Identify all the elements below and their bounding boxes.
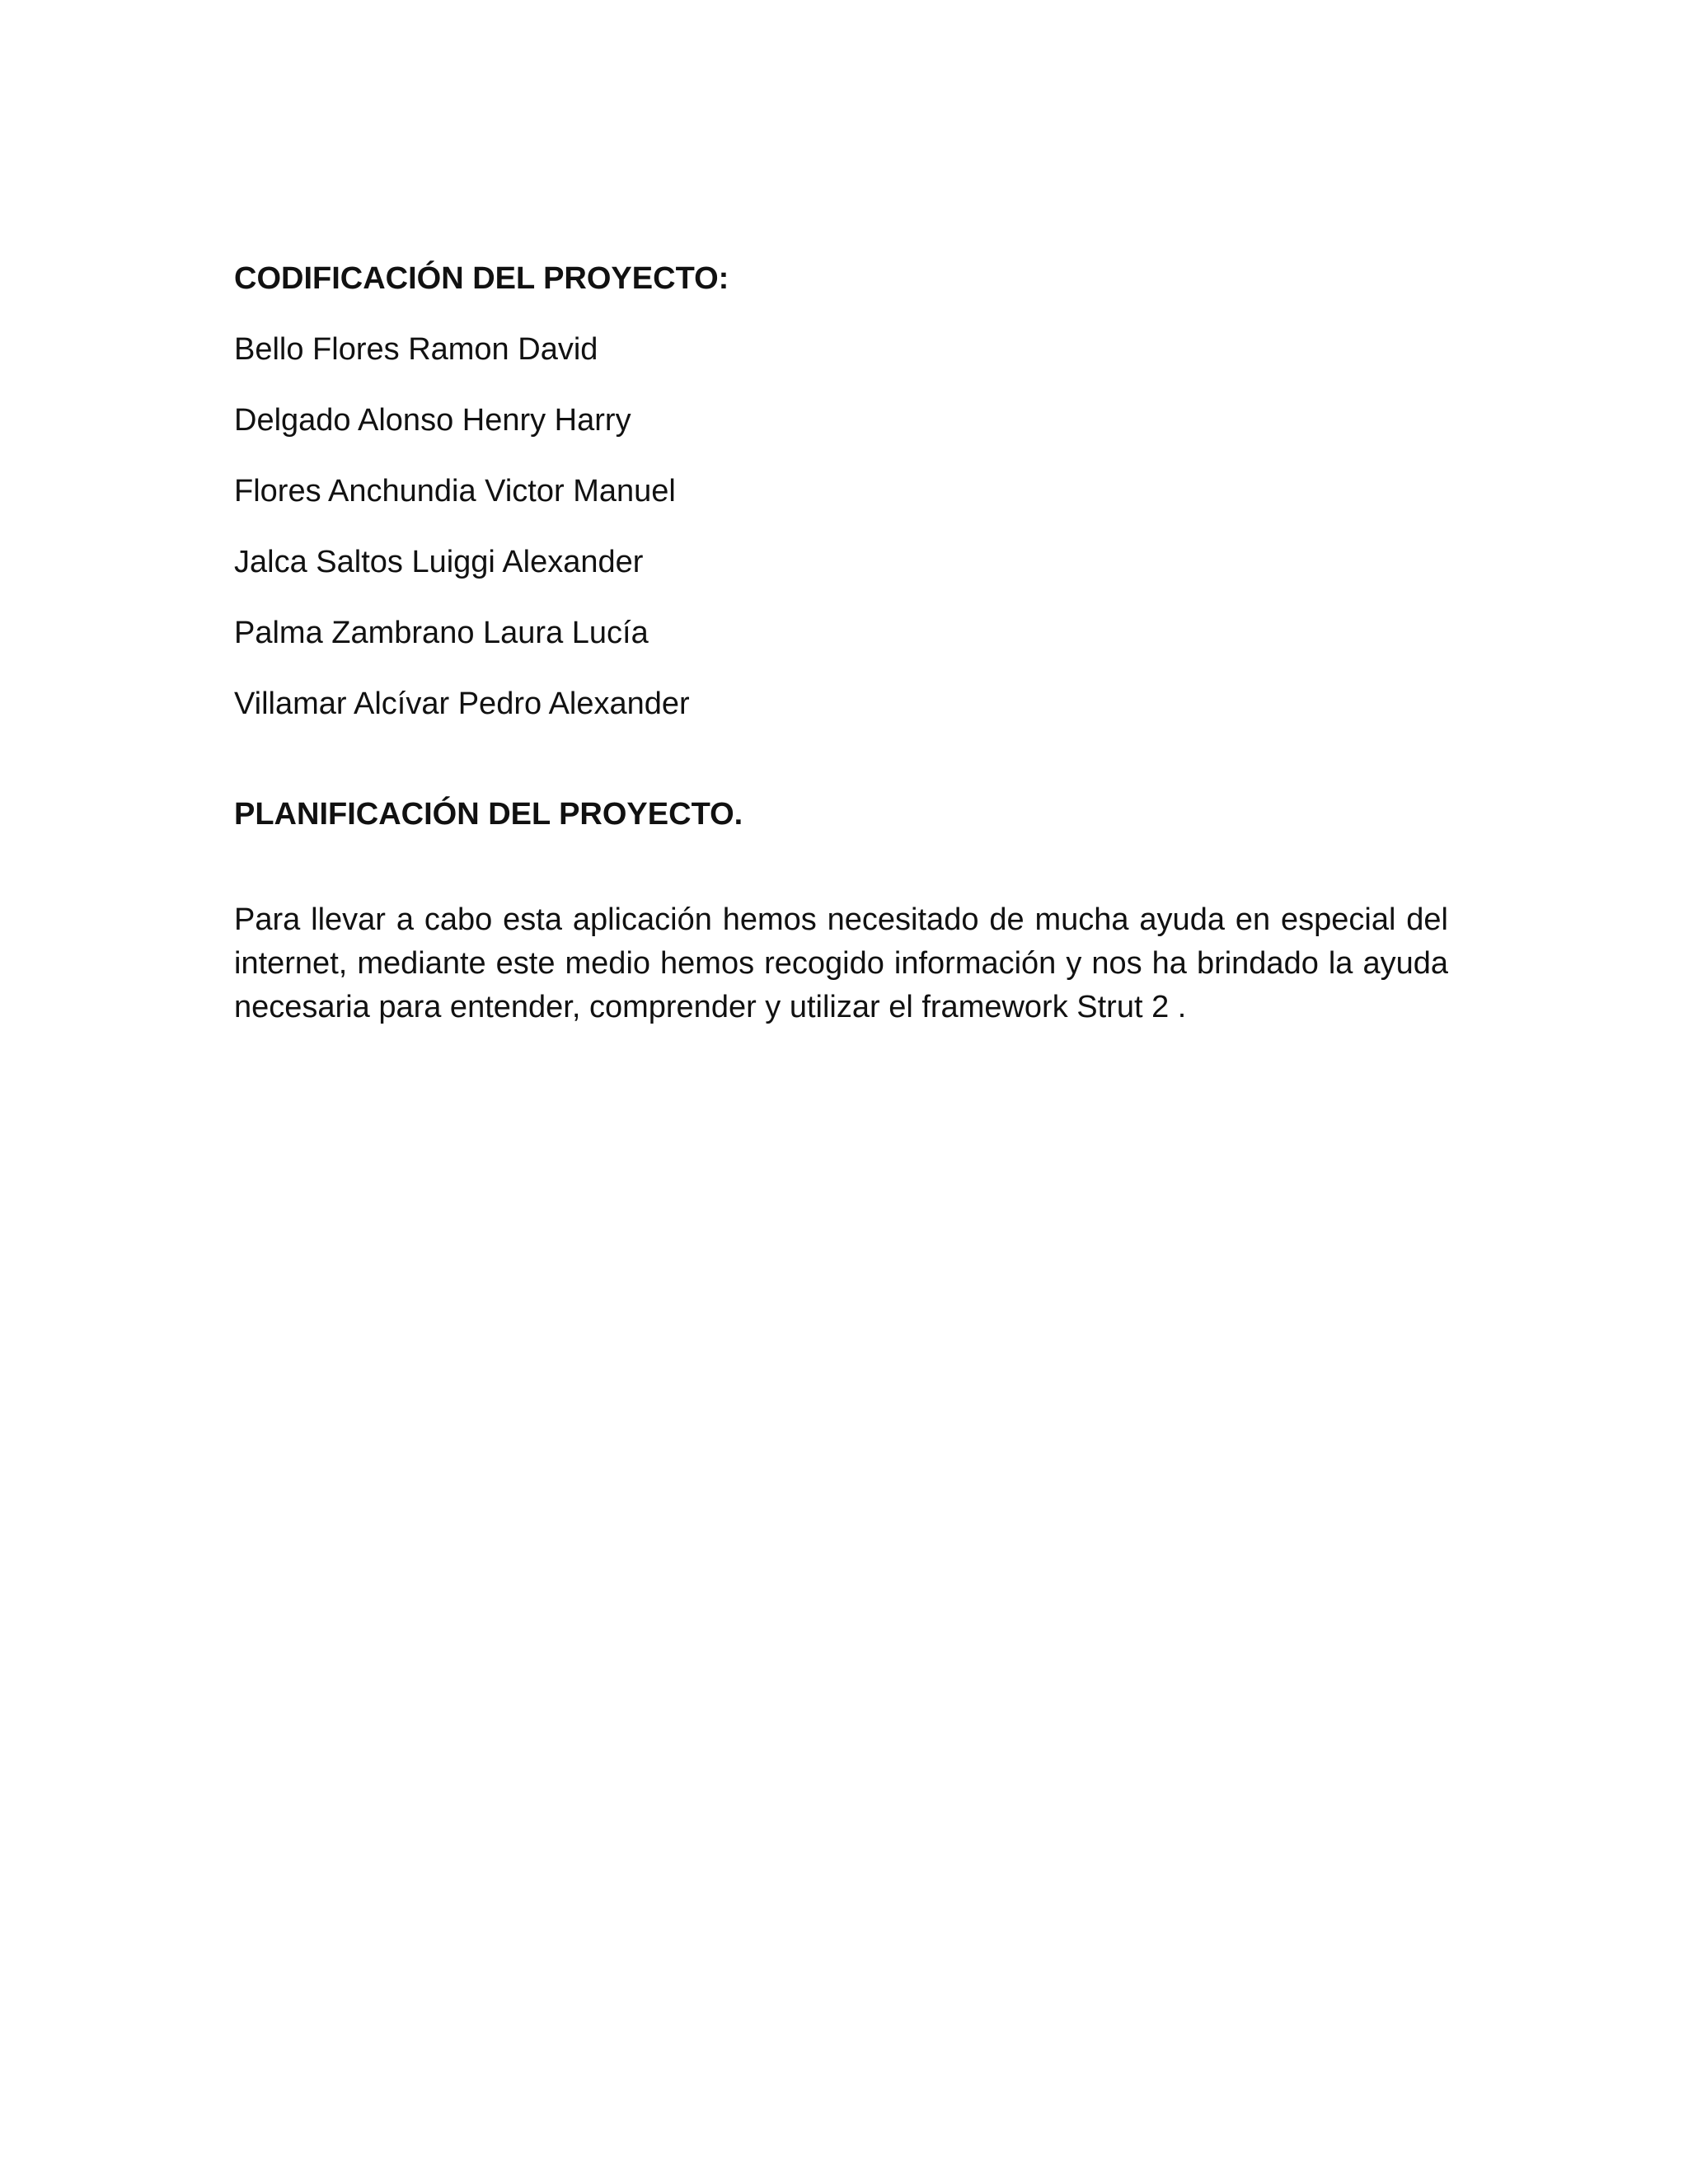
page-content xyxy=(234,260,1448,1029)
planning-paragraph: Para llevar a cabo esta aplicación hemos necesitado de mucha ayuda en especial del internet, mediante este medio hemos recogido información y nos ha brindado la ayuda necesaria para entender, comprender y utilizar el framework Strut 2 . xyxy=(234,902,1448,1024)
team-member: Palma Zambrano Laura Lucía xyxy=(234,616,649,650)
team-member: Flores Anchundia Victor Manuel xyxy=(234,474,676,509)
team-member: Villamar Alcívar Pedro Alexander xyxy=(234,687,690,721)
planning-heading: PLANIFICACIÓN DEL PROYECTO. xyxy=(234,797,743,832)
team-member: Bello Flores Ramon David xyxy=(234,332,598,367)
team-member: Jalca Saltos Luiggi Alexander xyxy=(234,545,644,579)
team-member-list xyxy=(234,330,1448,723)
team-member: Delgado Alonso Henry Harry xyxy=(234,403,631,438)
coding-heading: CODIFICACIÓN DEL PROYECTO: xyxy=(234,261,729,296)
